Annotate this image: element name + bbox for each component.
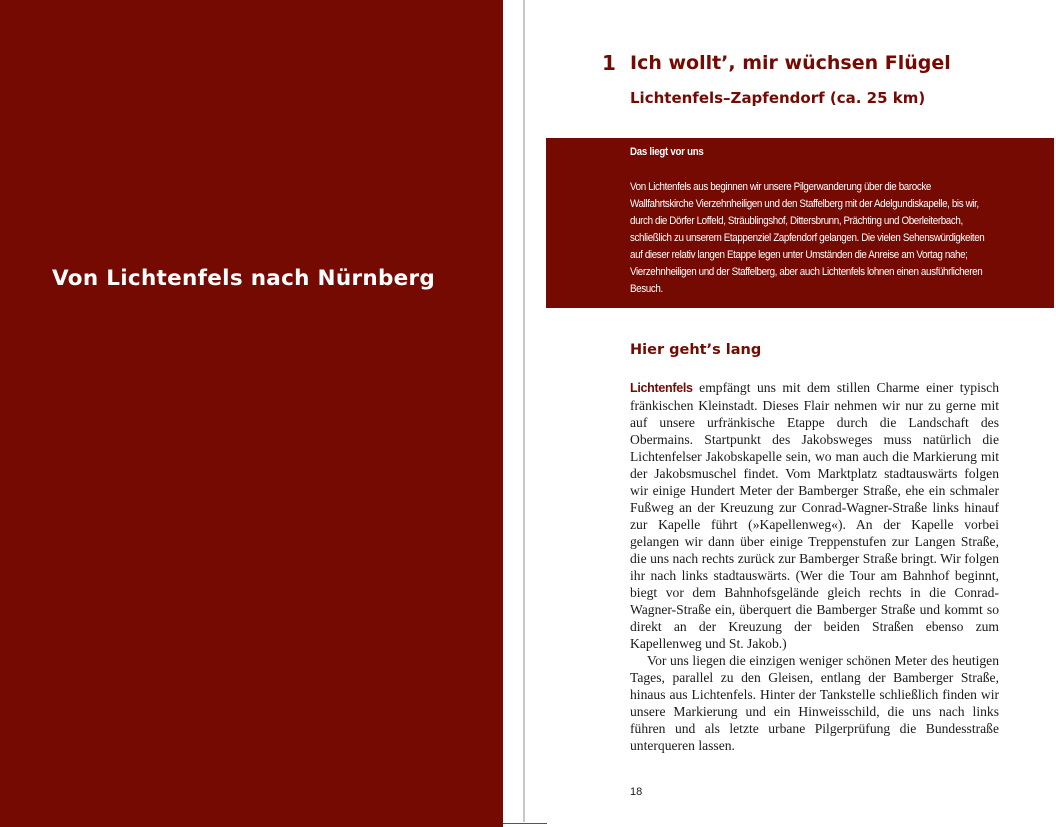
body-text [630, 379, 999, 754]
intro-box [546, 138, 1054, 308]
paragraph-1-text: empfängt uns mit dem stillen Charme einer typisch fränkischen Kleinstadt. Dieses Flair nehmen wir nur zu gerne mit auf unsere urfränkische Etappe durch die Landschaft des Obermains. Startpunkt des Jakobsweges muss natürlich die Lichtenfelser Jakobskapelle sein, wo man auch die Markierung mit der Jakobsmuschel findet. Vom Marktplatz stadtauswärts folgen wir einige Hundert Meter der Bamberger Straße, ehe ein schmaler Fußweg an der Kreuzung zur Conrad-Wagner-Straße links hinauf zur Kapelle führt (»Kapellenweg«). An der Kapelle vorbei gelangen wir dann über einige Treppenstufen zur Langen Straße, die uns nach rechts zurück zur Bamberger Straße bringt. Wir folgen ihr nach links stadtauswärts. (Wer die Tour am Bahnhof beginnt, biegt vor dem Bahnhofsgelände gleich rechts in die Conrad-Wagner-Straße ein, überquert die Bamberger Straße und kommt so direkt an der Kreuzung der beiden Straßen ebenso zum Kapellenweg und St. Jakob.) [630, 380, 999, 651]
chapter-route: Lichtenfels–Zapfendorf (ca. 25 km) [630, 89, 926, 107]
chapter-title: Ich wollt’, mir wüchsen Flügel [630, 52, 951, 74]
page-gutter-divider [523, 0, 525, 822]
crop-mark-left [503, 823, 525, 824]
part-title: Von Lichtenfels nach Nürnberg [52, 266, 436, 291]
page-number: 18 [630, 786, 643, 798]
left-page-panel [0, 0, 503, 827]
body-paragraph-2: Vor uns liegen die einzigen weniger schönen Meter des heutigen Tages, parallel zu den Gleisen, entlang der Bamberger Straße, hinaus aus Lichtenfels. Hinter der Tankstelle schließlich finden wir unsere Markierung und ein Hinweisschild, die uns nach links führen und als letzte urbane Pilgerprüfung die Bundesstraße unterqueren lassen. [630, 653, 999, 753]
section-heading: Hier geht’s lang [630, 342, 762, 358]
intro-text: Von Lichtenfels aus beginnen wir unsere Pilgerwanderung über die barocke Wallfahrtskirche Vierzehnheiligen und den Staffelberg mit der Adelgundiskapelle, bis wir, durch die Dörfer Loffeld, Sträublingshof, Dittersbrunn, Prächting und Oberleiterbach, schließlich zu unserem Etappenziel Zapfendorf gelangen. Die vielen Sehenswürdigkeiten auf dieser relativ langen Etappe legen unter Umständen die Anreise am Vortag nahe; Vierzehnheiligen und der Staffelberg, aber auch Lichtenfels lohnen einen ausführlicheren Besuch. [630, 181, 985, 295]
crop-mark-right [525, 823, 547, 824]
body-paragraph-1 [630, 379, 999, 652]
lead-word: Lichtenfels [630, 381, 693, 395]
chapter-number: 1 [602, 51, 616, 75]
intro-heading: Das liegt vor uns [630, 146, 704, 158]
